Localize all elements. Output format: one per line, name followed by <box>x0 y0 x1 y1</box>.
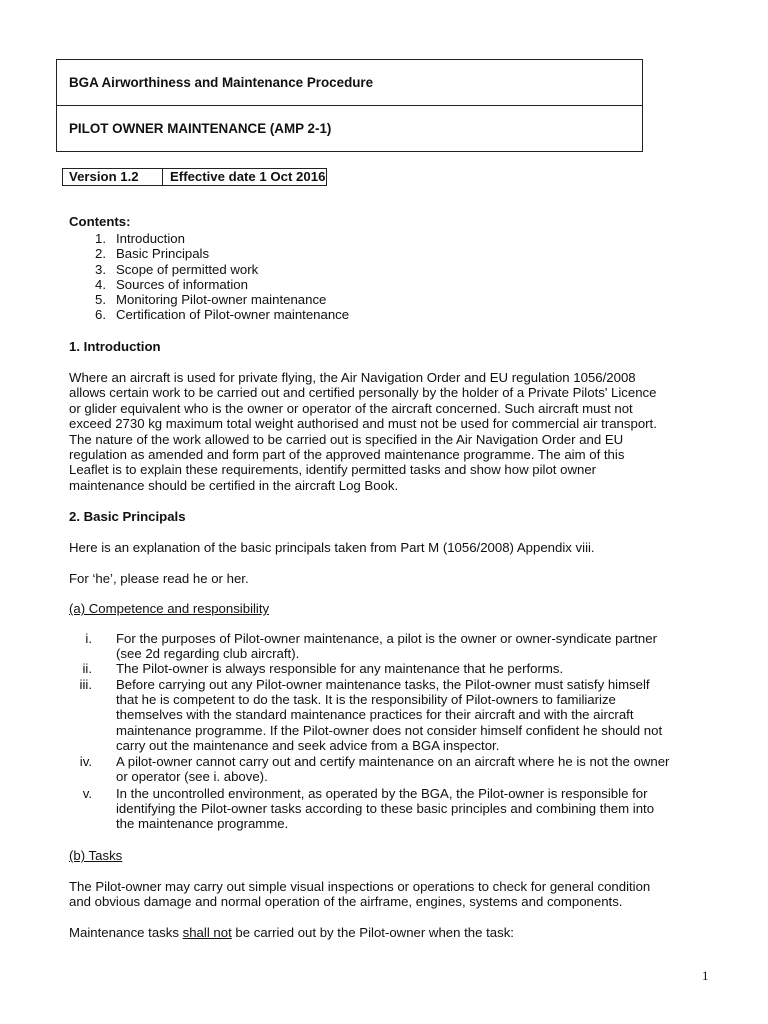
body-line: Leaflet is to explain these requirements, identify permitted tasks and show how pilot owner <box>69 462 597 478</box>
contents-item: 4. Sources of information <box>95 276 248 292</box>
subsection-b-heading: (b) Tasks <box>69 848 123 863</box>
body-line: maintenance should be certified in the aircraft Log Book. <box>69 477 399 493</box>
section-2-note: For ‘he’, please read he or her. <box>69 571 249 586</box>
version-label: Version 1.2 <box>63 169 163 185</box>
body-line: and obvious damage and normal operation of the airframe, engines, systems and components. <box>69 894 623 910</box>
subsection-b-body <box>69 879 719 910</box>
section-2-heading: 2. Basic Principals <box>69 509 186 524</box>
body-line: or glider equivalent who is the owner or operator of the aircraft concerned. Such aircraft must not <box>69 400 633 416</box>
contents-item: 2. Basic Principals <box>95 246 210 262</box>
body-line: The nature of the work allowed to be carried out is specified in the Air Navigation Order and EU <box>69 431 624 447</box>
contents-item: 1. Introduction <box>95 231 185 246</box>
version-table <box>62 168 327 186</box>
contents-list <box>70 231 470 323</box>
emphasis-shall-not: shall not <box>182 925 232 940</box>
subsection-a-heading: (a) Competence and responsibility <box>69 601 270 616</box>
body-line: regulation as amended and form part of the approved maintenance programme. The aim of this <box>69 447 625 463</box>
body-line: Where an aircraft is used for private flying, the Air Navigation Order and EU regulation 1056/2008 <box>69 370 636 385</box>
body-line: The Pilot-owner may carry out simple visual inspections or operations to check for general condition <box>69 879 651 894</box>
page-number: 1 <box>702 968 709 983</box>
effective-date-label: Effective date 1 Oct 2016 <box>170 169 326 184</box>
document-title: BGA Airworthiness and Maintenance Procedure <box>57 60 642 106</box>
document-page: BGA Airworthiness and Maintenance Procedure PILOT OWNER MAINTENANCE (AMP 2-1) Version 1.2 Effective date 1 Oct 2016 Contents: 1. Introduction 2. Basic Principals 3. Scope of permitted work 4. Sources of information 5. Monitoring Pilot-owner maintenance 6. Certification of Pilot-owner maintenance 1. Introduction Where an aircraft is used for private flying, the Air Navigation Order and EU regulation 1056/2008 allows certain work to be carried out and certified personally by the holder of a Private Pilots' Licence or glider equivalent who is the owner or operator of the aircraft concerned. Such aircraft must not exceed 2730 kg maximum total weight authorised and must not be used for commercial air transport. The nature of the work allowed to be carried out is specified in the Air Navigation Order and EU regulation as amended and form part of the approved maintenance programme. The aim of this Leaflet is to explain these requirements, identify permitted tasks and show how pilot owner maintenance should be certified in the aircraft Log Book. 2. Basic Principals Here is an explanation of the basic principals taken from Part M (1056/2008) Appendix viii. For ‘he’, please read he or her. (a) Competence and responsibility i. For the purposes of Pilot-owner maintenance, a pilot is the owner or owner-syndicate partner (see 2d regarding club aircraft). ii. The Pilot-owner is always responsible for any maintenance that he performs. iii. Before carrying out any Pilot-owner maintenance tasks, the Pilot-owner must satisfy himself that he is competent to do the task. It is the responsibility of Pilot-owners to familiarize themselves with the standard maintenance practices for their aircraft and with the aircraft maintenance programme. If the Pilot-owner does not consider himself confident he should not carry out the maintenance and seek advice from a BGA inspector. iv. A pilot-owner cannot carry out and certify maintenance on an aircraft where he is not the owner or operator (see i. above). v. In the uncontrolled environment, as operated by the BGA, the Pilot-owner is responsible for identifying the Pilot-owner tasks according to these basic principles and combining them into the maintenance programme. (b) Tasks The Pilot-owner may carry out simple visual inspections or operations to check for general condition and obvious damage and normal operation of the airframe, engines, systems and components. Maintenance tasks shall not be carried out by the Pilot-owner when the task: 1 <box>0 0 768 1024</box>
header-table <box>56 59 643 152</box>
body-line: allows certain work to be carried out and certified personally by the holder of a Private Pilots' Licence <box>69 385 657 401</box>
section-2-intro: Here is an explanation of the basic principals taken from Part M (1056/2008) Appendix viii. <box>69 540 595 555</box>
contents-heading: Contents: <box>69 214 131 229</box>
contents-item: 3. Scope of permitted work <box>95 261 259 277</box>
contents-item: 5. Monitoring Pilot-owner maintenance <box>95 292 327 308</box>
body-line: exceed 2730 kg maximum total weight authorised and must not be used for commercial air transport. <box>69 416 657 432</box>
section-1-heading: 1. Introduction <box>69 339 161 354</box>
tasks-restriction-line: Maintenance tasks shall not be carried out by the Pilot-owner when the task: <box>69 925 514 940</box>
contents-item: 6. Certification of Pilot-owner maintenance <box>95 307 350 323</box>
section-1-body <box>69 370 719 493</box>
document-subtitle: PILOT OWNER MAINTENANCE (AMP 2-1) <box>69 121 332 136</box>
